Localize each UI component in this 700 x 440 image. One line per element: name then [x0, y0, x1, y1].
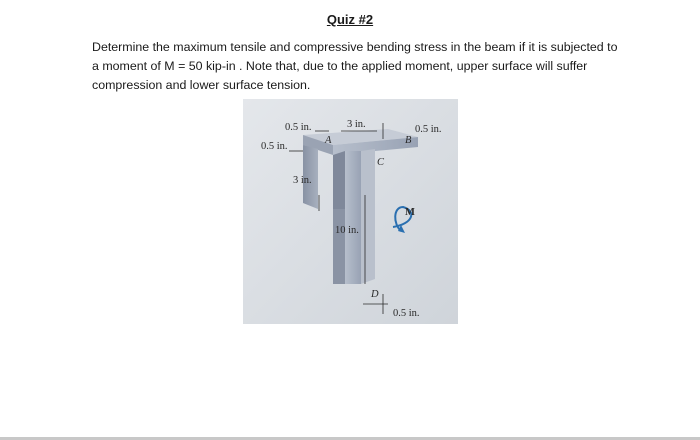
label-flange-thickness-left: 0.5 in.: [285, 122, 312, 133]
label-moment: M: [405, 207, 415, 218]
label-web-left-depth: 3 in.: [293, 175, 312, 186]
quiz-title: Quiz #2: [326, 12, 374, 27]
label-point-c: C: [377, 157, 385, 168]
main-web-face: [361, 149, 375, 284]
label-web-thickness: 0.5 in.: [393, 308, 420, 319]
label-web-depth: 10 in.: [335, 225, 359, 236]
lower-wall: [333, 209, 345, 284]
beam-figure: [243, 99, 458, 324]
label-web-left-thickness: 0.5 in.: [261, 141, 288, 152]
label-point-b: B: [405, 135, 412, 146]
main-web-front: [345, 151, 361, 284]
beam-diagram: [243, 99, 458, 324]
label-point-d: D: [371, 289, 379, 300]
question-text: Determine the maximum tensile and compressive bending stress in the beam if it is subjected to a moment of M = 50 kip-in . Note that, due to the applied moment, upper surface will suffer compression and lower surface tension.: [92, 40, 618, 92]
label-flange-thickness-right: 0.5 in.: [415, 124, 442, 135]
label-point-a: A: [325, 135, 332, 146]
label-flange-width: 3 in.: [347, 119, 366, 130]
